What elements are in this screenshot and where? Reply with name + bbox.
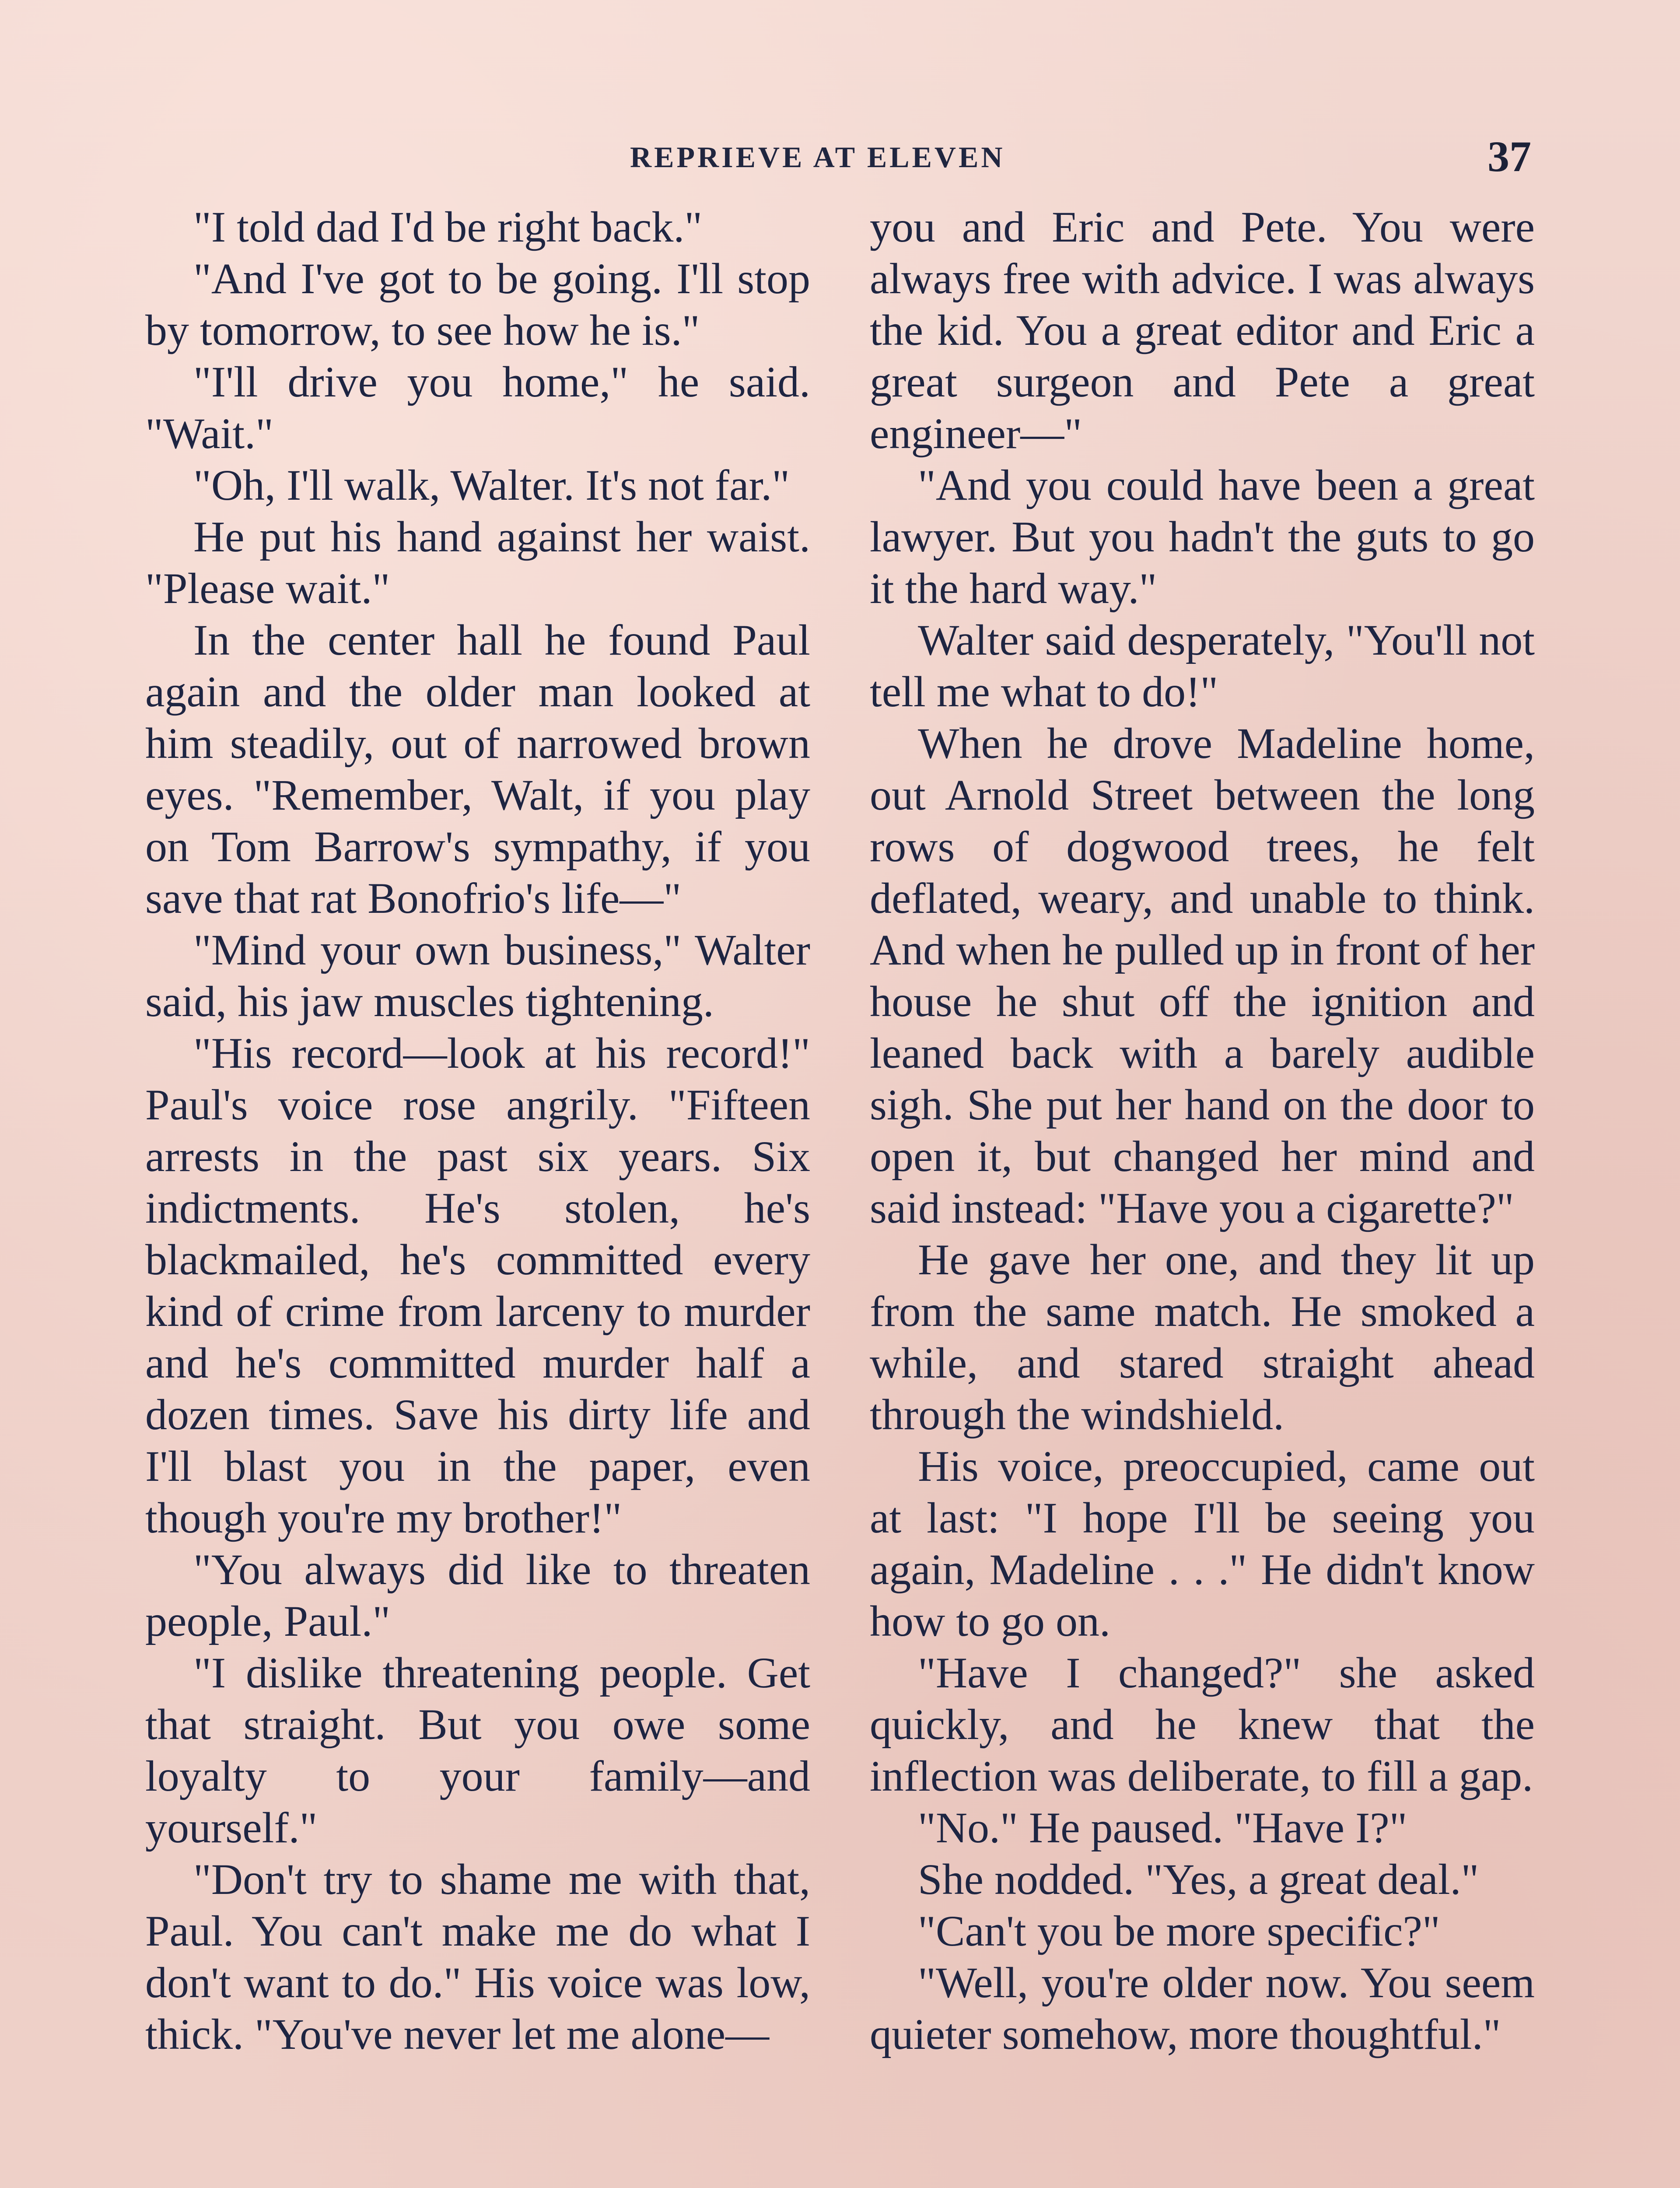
paragraph: "Well, you're older now. You seem quieter somehow, more thoughtful.": [870, 1958, 1535, 2058]
right-column: [870, 201, 1535, 2060]
paragraph: "His record—look at his record!" Paul's voice rose angrily. "Fifteen arrests in the past six years. Six indictments. He's stolen, he's blackmailed, he's committed every kind of crime from larceny to murder and he's committed murder half a dozen times. Save his dirty life and I'll blast you in the paper, even though you're my brother!": [145, 1029, 810, 1542]
paragraph: Walter said desperately, "You'll not tell me what to do!": [870, 616, 1535, 716]
paragraph: "I'll drive you home," he said. "Wait.": [145, 358, 810, 458]
paragraph: "You always did like to threaten people, Paul.": [145, 1545, 810, 1645]
paragraph: "Mind your own business," Walter said, his jaw muscles tightening.: [145, 926, 810, 1026]
paragraph-continued: you and Eric and Pete. You were always free with advice. I was always the kid. You a great editor and Eric a great surgeon and Pete a great engineer—": [870, 203, 1535, 458]
paragraph: "No." He paused. "Have I?": [918, 1803, 1407, 1852]
paragraph: "I told dad I'd be right back.": [193, 203, 703, 251]
paragraph: "Can't you be more specific?": [918, 1907, 1440, 1955]
paragraph: His voice, preoccupied, came out at last: "I hope I'll be seeing you again, Madeline . . ." He didn't know how to go on.: [870, 1442, 1535, 1645]
paragraph: "Don't try to shame me with that, Paul. You can't make me do what I don't want to do." His voice was low, thick. "You've never let me alone—: [145, 1855, 810, 2058]
paragraph: He gave her one, and they lit up from the same match. He smoked a while, and stared straight ahead through the windshield.: [870, 1235, 1535, 1439]
paragraph: When he drove Madeline home, out Arnold Street between the long rows of dogwood trees, he felt deflated, weary, and unable to think. And when he pulled up in front of her house he shut off the ignition and leaned back with a barely audible sigh. She put her hand on the door to open it, but changed her mind and said instead: "Have you a cigarette?": [870, 719, 1535, 1232]
left-column: [145, 201, 810, 2060]
paragraph: "Have I changed?" she asked quickly, and he knew that the inflection was deliberate, to fill a gap.: [870, 1648, 1535, 1800]
running-head: [0, 131, 1680, 179]
paragraph: "I dislike threatening people. Get that straight. But you owe some loyalty to your family—and yourself.": [145, 1648, 810, 1852]
page-number: 37: [1488, 132, 1531, 181]
running-title: REPRIEVE AT ELEVEN: [630, 140, 1005, 174]
paragraph: "And I've got to be going. I'll stop by tomorrow, to see how he is.": [145, 254, 810, 354]
paragraph: She nodded. "Yes, a great deal.": [918, 1855, 1479, 1904]
paragraph: In the center hall he found Paul again and the older man looked at him steadily, out of narrowed brown eyes. "Remember, Walt, if you play on Tom Barrow's sympathy, if you save that rat Bonofrio's life—": [145, 616, 810, 922]
paragraph: "And you could have been a great lawyer. But you hadn't the guts to go it the hard way.": [870, 461, 1535, 613]
paragraph: He put his hand against her waist. "Please wait.": [145, 512, 810, 613]
paragraph: "Oh, I'll walk, Walter. It's not far.": [193, 461, 790, 509]
